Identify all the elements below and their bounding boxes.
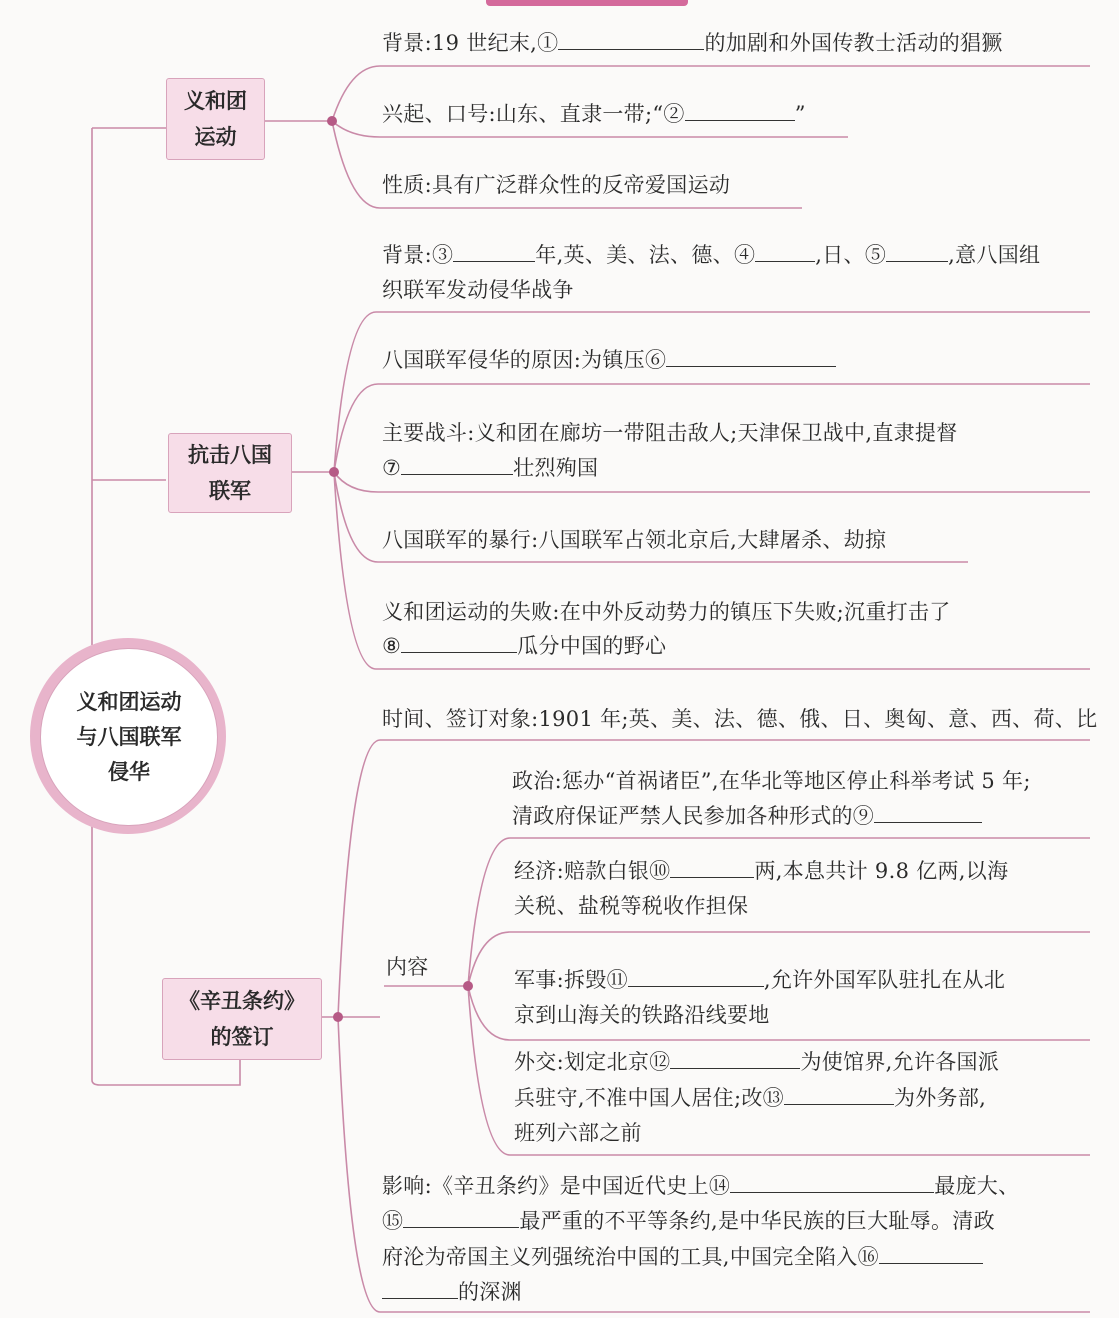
treaty-politics: 政治:惩办“首祸诸臣”,在华北等地区停止科举考试 5 年;: [512, 769, 1031, 793]
blank-5[interactable]: [886, 239, 948, 262]
treaty-diplomacy: 外交:划定北京⑫ 为使馆界,允许各国派: [514, 1045, 999, 1080]
resist-cause: 八国联军侵华的原因:为镇压⑥: [382, 343, 836, 378]
treaty-military-line2: 京到山海关的铁路沿线要地: [514, 1003, 770, 1027]
blank-16[interactable]: [879, 1241, 983, 1264]
blank-13[interactable]: [784, 1082, 894, 1105]
blank-11[interactable]: [628, 964, 764, 987]
blank-2[interactable]: [685, 98, 795, 121]
resist-failure-line2: ⑧ 瓜分中国的野心: [382, 629, 666, 664]
branch-label: 《辛丑条约》 的签订: [179, 989, 305, 1049]
blank-10[interactable]: [670, 855, 754, 878]
center-title: 义和团运动 与八国联军 侵华: [76, 689, 182, 784]
resist-background: 背景:③ 年,英、美、法、德、④ ,日、⑤ ,意八国组: [382, 238, 1040, 273]
resist-battle: 主要战斗:义和团在廊坊一带阻击敌人;天津保卫战中,直隶提督: [382, 421, 958, 445]
treaty-military: 军事:拆毁⑪ ,允许外国军队驻扎在从北: [514, 963, 1005, 998]
blank-16-cont[interactable]: [382, 1276, 458, 1299]
treaty-impact-line3: 府沦为帝国主义列强统治中国的工具,中国完全陷入⑯: [382, 1240, 983, 1275]
resist-background-line2: 织联军发动侵华战争: [382, 278, 574, 302]
blank-1[interactable]: [558, 27, 704, 50]
resist-battle-line2: ⑦ 壮烈殉国: [382, 451, 598, 486]
center-topic: [40, 648, 218, 826]
treaty-time: 时间、签订对象:1901 年;英、美、法、德、俄、日、奥匈、意、西、荷、比: [382, 707, 1098, 731]
boxer-nature: 性质:具有广泛群众性的反帝爱国运动: [382, 173, 731, 197]
treaty-diplomacy-line2: 兵驻守,不准中国人居住;改⑬ 为外务部,: [514, 1081, 986, 1116]
treaty-impact: 影响:《辛丑条约》是中国近代史上⑭ 最庞大、: [382, 1169, 1019, 1204]
blank-15[interactable]: [403, 1205, 519, 1228]
boxer-background: 背景:19 世纪末,① 的加剧和外国传教士活动的猖獗: [382, 26, 1003, 61]
treaty-impact-line2: ⑮ 最严重的不平等条约,是中华民族的巨大耻辱。清政: [382, 1204, 995, 1239]
treaty-economy: 经济:赔款白银⑩ 两,本息共计 9.8 亿两,以海: [514, 854, 1008, 889]
treaty-politics-line2: 清政府保证严禁人民参加各种形式的⑨: [512, 799, 982, 834]
blank-4[interactable]: [755, 239, 815, 262]
resist-atrocity: 八国联军的暴行:八国联军占领北京后,大肆屠杀、劫掠: [382, 528, 887, 552]
blank-14[interactable]: [730, 1170, 934, 1193]
treaty-impact-line4: 的深渊: [382, 1275, 522, 1310]
branch-boxer-movement: [166, 78, 265, 160]
blank-3[interactable]: [453, 239, 535, 262]
blank-12[interactable]: [670, 1046, 800, 1069]
boxer-rise: 兴起、口号:山东、直隶一带;“② ”: [382, 97, 806, 132]
branch-label: 义和团 运动: [184, 89, 247, 149]
treaty-content-label: 内容: [386, 955, 429, 979]
treaty-diplomacy-line3: 班列六部之前: [514, 1121, 642, 1145]
blank-6[interactable]: [666, 344, 836, 367]
branch-xinchou-treaty: [162, 978, 322, 1060]
branch-resist-allied-forces: [168, 433, 292, 513]
resist-failure: 义和团运动的失败:在中外反动势力的镇压下失败;沉重打击了: [382, 600, 951, 624]
blank-9[interactable]: [874, 800, 982, 823]
branch-label: 抗击八国 联军: [188, 443, 272, 503]
treaty-economy-line2: 关税、盐税等税收作担保: [514, 894, 749, 918]
blank-7[interactable]: [401, 452, 513, 475]
blank-8[interactable]: [401, 630, 517, 653]
